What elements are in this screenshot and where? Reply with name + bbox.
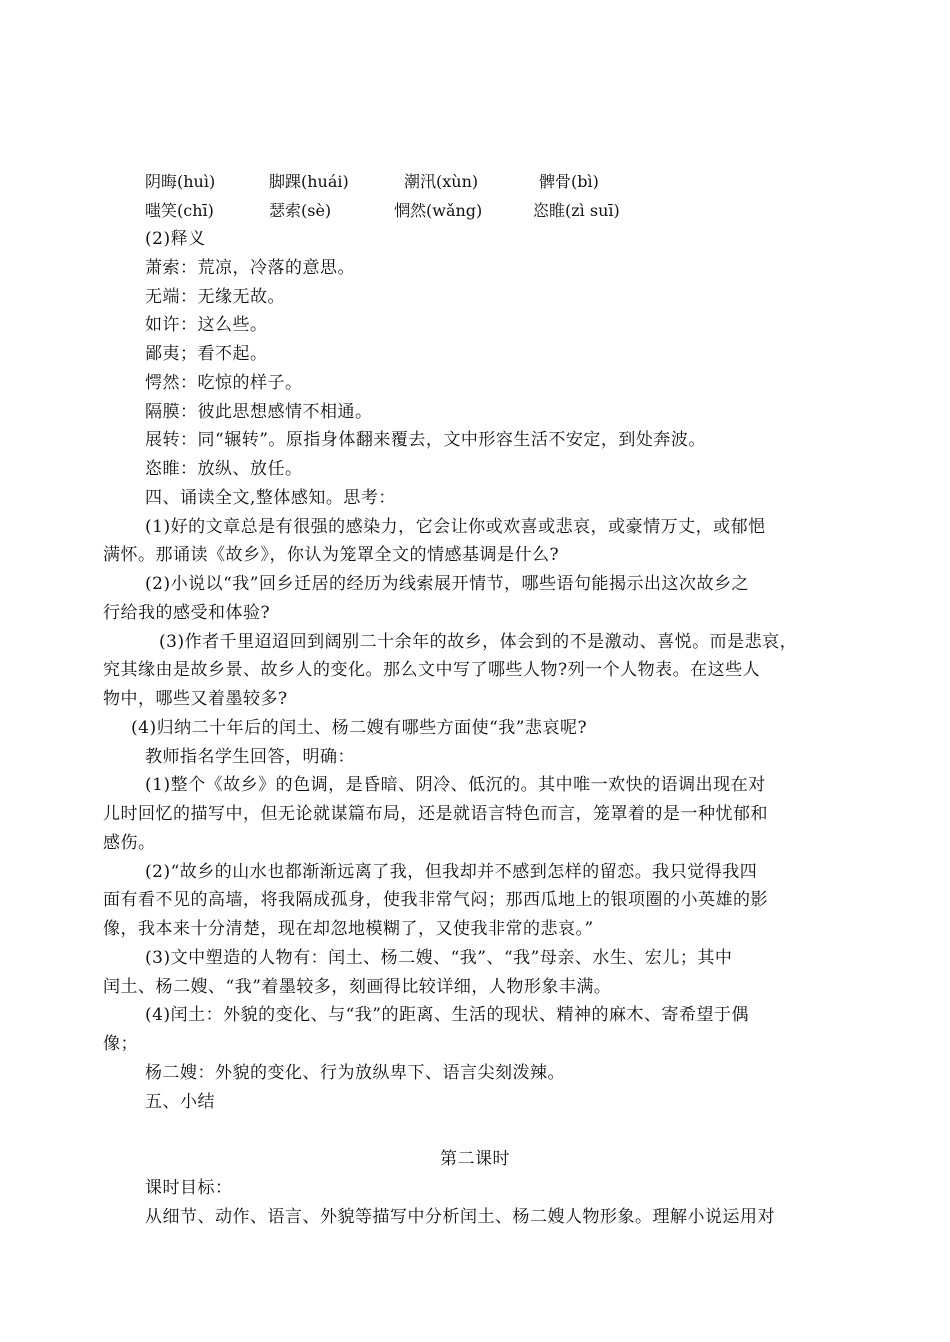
answer-text: 像； (103, 1034, 138, 1054)
definition-item: 无端：无缘无故。 (145, 287, 285, 307)
section-heading: 四、诵读全文,整体感知。思考： (145, 488, 396, 508)
question-text: (2)小说以“我”回乡迁居的经历为线索展开情节，哪些语句能揭示出这次故乡之 (145, 574, 749, 594)
definition-item: 萧索：荒凉，冷落的意思。 (145, 258, 355, 278)
question-text: 究其缘由是故乡景、故乡人的变化。那么文中写了哪些人物?列一个人物表。在这些人 (103, 660, 761, 680)
pronunciation-item: 嗤笑(chī) (145, 201, 214, 220)
definition-item: 展转：同“辗转”。原指身体翻来覆去，文中形容生活不安定，到处奔波。 (145, 430, 706, 450)
definitions-heading: (2)释义 (145, 229, 206, 249)
pronunciation-row (145, 169, 865, 193)
lesson-goal-text: 从细节、动作、语言、外貌等描写中分析闰土、杨二嫂人物形象。理解小说运用对 (145, 1207, 775, 1227)
answer-text: (2)“故乡的山水也都渐渐远离了我，但我却并不感到怎样的留恋。我只觉得我四 (145, 862, 758, 882)
pronunciation-item: 惘然(wǎng) (394, 201, 483, 220)
answer-text: (1)整个《故乡》的色调，是昏暗、阴冷、低沉的。其中唯一欢快的语调出现在对 (145, 775, 766, 795)
answer-text: 儿时回忆的描写中，但无论就谋篇布局，还是就语言特色而言，笼罩着的是一种忧郁和 (103, 804, 768, 824)
definition-item: 愕然：吃惊的样子。 (145, 373, 303, 393)
pronunciation-item: 髀骨(bì) (539, 172, 599, 191)
lesson-title: 第二课时 (440, 1149, 510, 1169)
definition-item: 如许：这么些。 (145, 315, 268, 335)
answer-text: 杨二嫂：外貌的变化、行为放纵卑下、语言尖刻泼辣。 (145, 1063, 565, 1083)
pronunciation-item: 阴晦(huì) (145, 172, 216, 191)
question-text: (3)作者千里迢迢回到阔别二十余年的故乡，体会到的不是激动、喜悦。而是悲哀， (159, 632, 798, 652)
question-text: 行给我的感受和体验? (103, 603, 271, 623)
definition-item: 隔膜：彼此思想感情不相通。 (145, 402, 373, 422)
pronunciation-item: 潮汛(xùn) (404, 172, 479, 191)
question-text: 满怀。那诵读《故乡》，你认为笼罩全文的情感基调是什么? (103, 545, 560, 565)
answer-text: 面有看不见的高墙，将我隔成孤身，使我非常气闷；那西瓜地上的银项圈的小英雄的影 (103, 890, 768, 910)
section-heading: 五、小结 (145, 1092, 215, 1112)
answer-text: (4)闰土：外貌的变化、与“我”的距离、生活的现状、精神的麻木、寄希望于偶 (145, 1005, 749, 1025)
question-text: (4)归纳二十年后的闰土、杨二嫂有哪些方面使“我”悲哀呢? (131, 718, 588, 738)
teacher-note: 教师指名学生回答，明确： (145, 747, 355, 767)
answer-text: 像，我本来十分清楚，现在却忽地模糊了，又使我非常的悲哀。” (103, 919, 594, 939)
pronunciation-item: 瑟索(sè) (269, 201, 332, 220)
pronunciation-row (145, 198, 865, 222)
question-text: (1)好的文章总是有很强的感染力，它会让你或欢喜或悲哀，或豪情万丈，或郁悒 (145, 517, 766, 537)
pronunciation-item: 恣睢(zì suī) (533, 201, 620, 220)
question-text: 物中，哪些又着墨较多? (103, 689, 288, 709)
answer-text: 闰土、杨二嫂、“我”着墨较多，刻画得比较详细，人物形象丰满。 (103, 977, 612, 997)
definition-item: 鄙夷；看不起。 (145, 344, 268, 364)
answer-text: (3)文中塑造的人物有：闰土、杨二嫂、“我”、“我”母亲、水生、宏儿；其中 (145, 948, 733, 968)
answer-text: 感伤。 (103, 833, 156, 853)
definition-item: 恣睢：放纵、放任。 (145, 459, 303, 479)
lesson-goal-label: 课时目标： (145, 1178, 233, 1198)
pronunciation-item: 脚踝(huái) (269, 172, 349, 191)
